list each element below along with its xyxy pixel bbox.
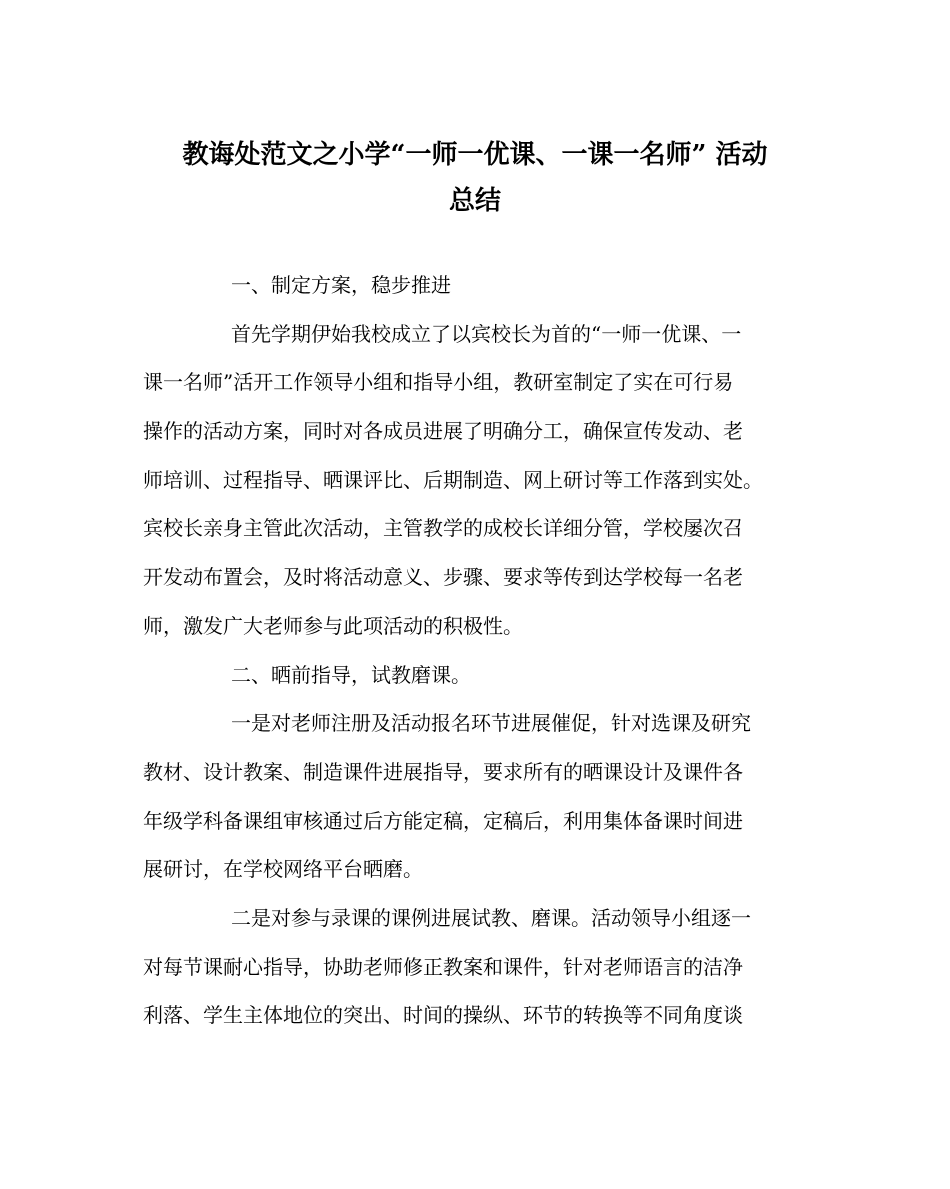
paragraph-line: 宾校长亲身主管此次活动，主管教学的成校长详细分管，学校屡次召 — [143, 516, 743, 541]
paragraph-1 — [143, 310, 810, 651]
paragraph-2 — [143, 699, 810, 894]
paragraph-line: 二、晒前指导，试教磨课。 — [231, 662, 471, 687]
paragraph-line: 二是对参与录课的课例进展试教、磨课。活动领导小组逐一 — [231, 905, 751, 930]
paragraph-line: 对每节课耐心指导，协助老师修正教案和课件，针对老师语言的洁净 — [143, 954, 743, 979]
paragraph-line: 操作的活动方案，同时对各成员进展了明确分工，确保宣传发动、老 — [143, 419, 743, 444]
paragraph-line: 教材、设计教案、制造课件进展指导，要求所有的晒课设计及课件各 — [143, 759, 743, 784]
document-title-line-2: 总结 — [448, 186, 501, 216]
paragraph-line: 年级学科备课组审核通过后方能定稿，定稿后，利用集体备课时间进 — [143, 808, 743, 833]
section-heading-2 — [143, 651, 810, 700]
paragraph-line: 一是对老师注册及活动报名环节进展催促，针对选课及研究 — [231, 711, 751, 736]
paragraph-line: 开发动布置会，及时将活动意义、步骤、要求等传到达学校每一名老 — [143, 565, 743, 590]
paragraph-line: 展研讨，在学校网络平台晒磨。 — [143, 857, 423, 882]
document-title-line-1: 教诲处范文之小学“一师一优课、一课一名师” 活动 — [182, 140, 768, 170]
paragraph-line: 师，激发广大老师参与此项活动的积极性。 — [143, 613, 523, 638]
paragraph-line: 利落、学生主体地位的突出、时间的操纵、环节的转换等不同角度谈 — [143, 1003, 743, 1028]
section-heading-1 — [143, 261, 810, 310]
paragraph-line: 首先学期伊始我校成立了以宾校长为首的“一师一优课、一 — [231, 321, 742, 346]
paragraph-line: 一、制定方案，稳步推进 — [231, 273, 451, 297]
paragraph-3 — [143, 894, 810, 1040]
document-body — [143, 261, 810, 1040]
paragraph-line: 师培训、过程指导、晒课评比、后期制造、网上研讨等工作落到实处。 — [143, 467, 763, 492]
paragraph-line: 课一名师”活开工作领导小组和指导小组，教研室制定了实在可行易 — [143, 370, 734, 395]
